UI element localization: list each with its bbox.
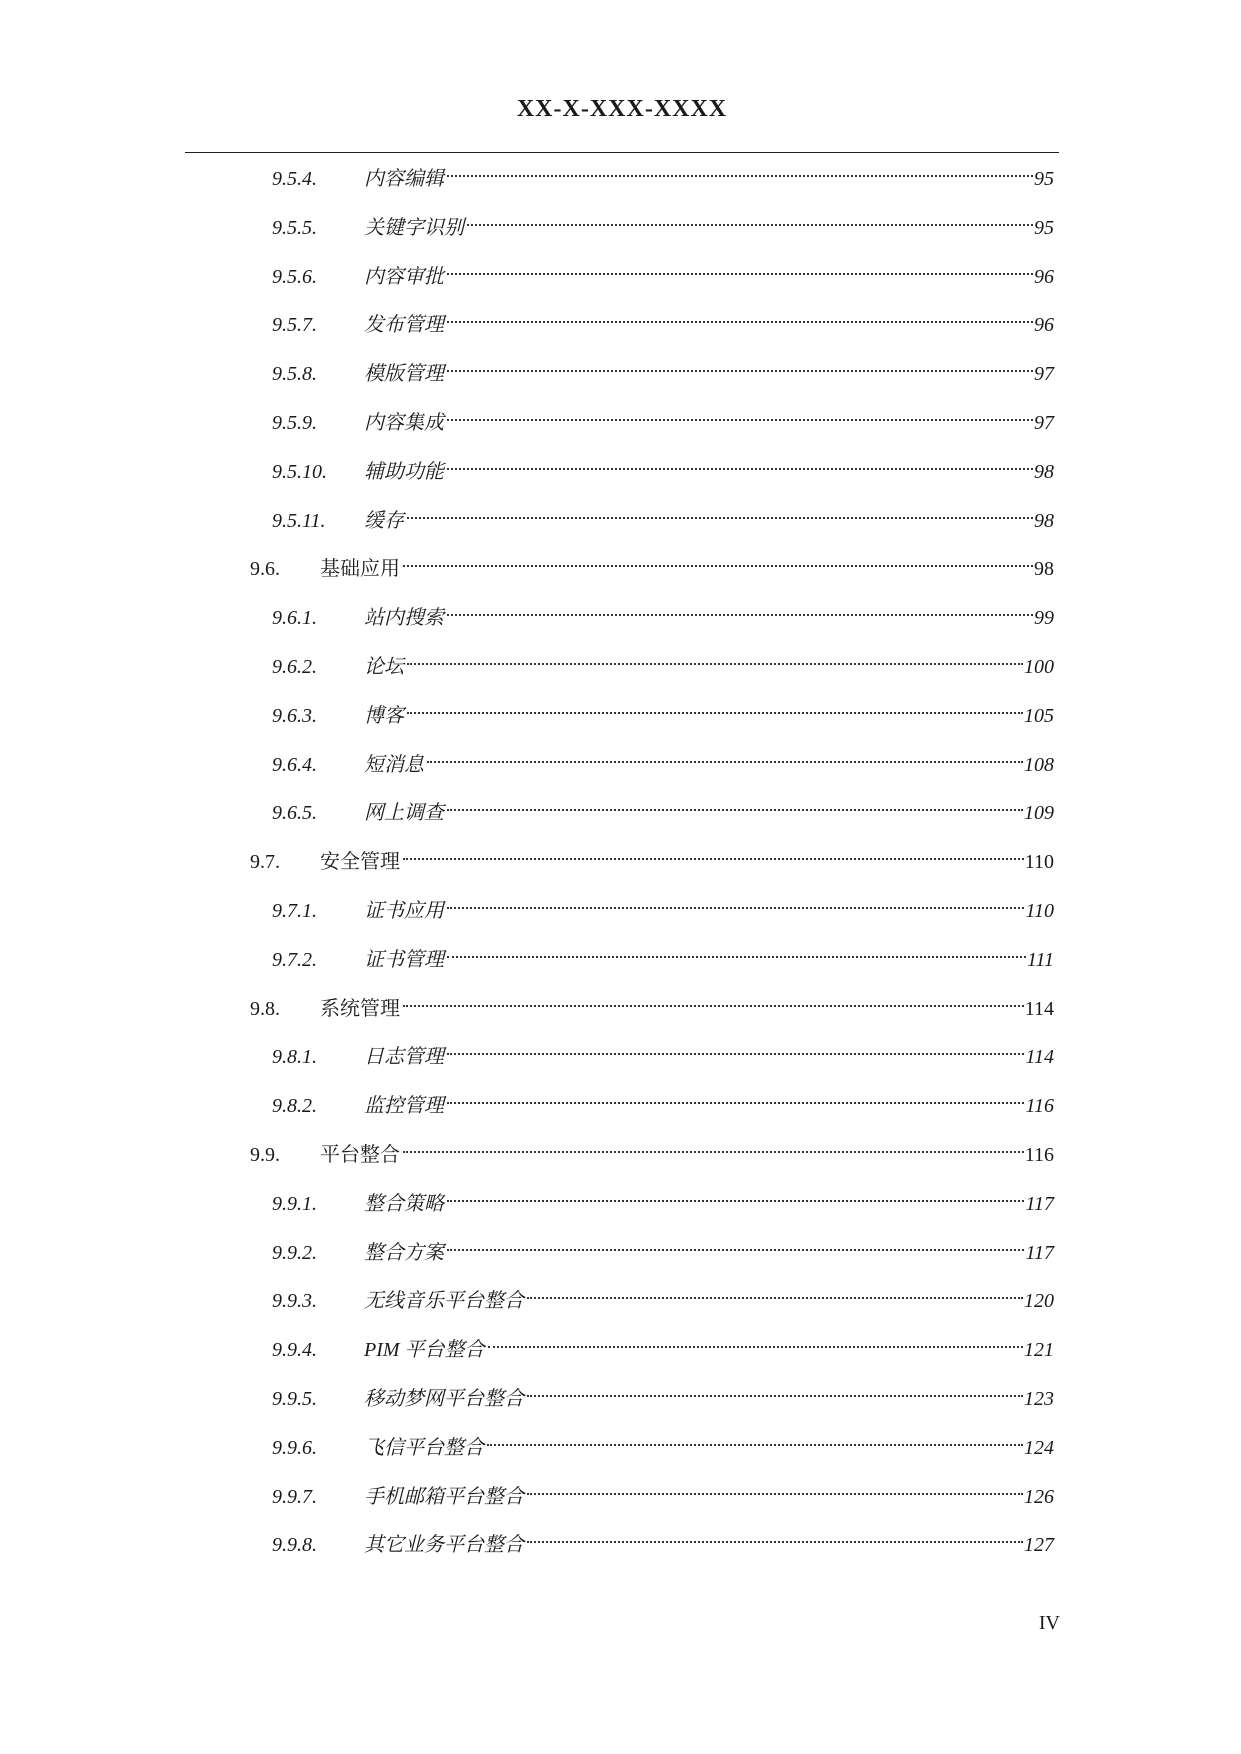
toc-entry[interactable]: [272, 1082, 1054, 1118]
toc-entry-title: 证书管理: [364, 948, 444, 971]
toc-entry-number: 9.5.7.: [272, 314, 317, 337]
toc-entry-page: 114: [1024, 997, 1054, 1020]
toc-entry-page: 95: [1034, 216, 1054, 239]
toc-dot-leader: [447, 887, 1024, 917]
toc-entry-page: 98: [1034, 460, 1054, 483]
toc-entry-page: 98: [1034, 509, 1054, 532]
toc-entry-title: 系统管理: [320, 997, 400, 1020]
toc-entry-page: 117: [1025, 1241, 1054, 1264]
toc-entry-title: PIM 平台整合: [364, 1339, 485, 1362]
toc-entry-page: 97: [1034, 363, 1054, 386]
toc-entry-page: 96: [1034, 314, 1054, 337]
toc-entry[interactable]: [250, 1131, 1054, 1166]
toc-entry[interactable]: [272, 155, 1054, 190]
toc-entry-title: 飞信平台整合: [364, 1436, 484, 1459]
toc-entry-title: 辅助功能: [364, 460, 444, 483]
toc-entry-page: 111: [1026, 948, 1054, 971]
toc-entry-title: 无线音乐平台整合: [364, 1290, 524, 1313]
toc-entry[interactable]: [272, 1424, 1054, 1459]
document-header-id: XX-X-XXX-XXXX: [516, 96, 728, 122]
toc-entry-title: 内容审批: [364, 265, 444, 288]
toc-entry[interactable]: [272, 887, 1054, 922]
toc-entry-title: 内容编辑: [364, 168, 444, 190]
toc-dot-leader: [403, 985, 1024, 1015]
toc-entry-page: 116: [1025, 1095, 1054, 1118]
toc-entry-number: 9.9.8.: [272, 1534, 317, 1557]
toc-entry[interactable]: [272, 643, 1054, 678]
toc-entry-number: 9.5.8.: [272, 363, 317, 386]
toc-entry-page: 117: [1025, 1192, 1054, 1215]
toc-entry[interactable]: [272, 350, 1054, 386]
toc-dot-leader: [527, 1473, 1023, 1503]
toc-dot-leader: [487, 1424, 1023, 1454]
toc-entry[interactable]: [272, 399, 1054, 434]
toc-entry-number: 9.6.1.: [272, 607, 317, 630]
toc-entry-title: 整合方案: [364, 1241, 444, 1264]
toc-entry-number: 9.6.5.: [272, 802, 317, 825]
toc-entry-page: 100: [1024, 656, 1054, 678]
toc-entry-page: 124: [1024, 1436, 1054, 1459]
toc-entry-number: 9.8.1.: [272, 1046, 317, 1069]
toc-entry-number: 9.7.2.: [272, 948, 317, 971]
toc-dot-leader: [527, 1277, 1023, 1307]
toc-dot-leader: [447, 1033, 1024, 1063]
toc-entry-title: 关键字识别: [364, 216, 464, 239]
toc-entry-page: 116: [1024, 1144, 1054, 1166]
toc-dot-leader: [447, 301, 1033, 331]
toc-entry[interactable]: [272, 789, 1054, 825]
toc-entry-number: 9.5.5.: [272, 216, 317, 239]
toc-entry-number: 9.9.3.: [272, 1290, 317, 1313]
toc-entry-title: 安全管理: [320, 851, 400, 874]
toc-dot-leader: [447, 936, 1026, 966]
toc-entry[interactable]: [272, 692, 1054, 727]
toc-dot-leader: [447, 1229, 1024, 1259]
toc-entry-page: 105: [1024, 704, 1054, 727]
toc-entry-title: 论坛: [364, 656, 404, 678]
toc-entry-page: 127: [1024, 1534, 1054, 1557]
toc-entry-number: 9.5.6.: [272, 265, 317, 288]
toc-dot-leader: [407, 497, 1033, 527]
toc-entry-number: 9.9.4.: [272, 1339, 317, 1362]
toc-entry-number: 9.6.3.: [272, 704, 317, 727]
toc-entry[interactable]: [272, 448, 1054, 483]
header-rule: [185, 152, 1059, 153]
toc-dot-leader: [488, 1326, 1023, 1356]
toc-entry-page: 110: [1024, 851, 1054, 874]
toc-entry-number: 9.9.7.: [272, 1485, 317, 1508]
toc-entry-title: 发布管理: [364, 314, 444, 337]
toc-dot-leader: [447, 399, 1033, 429]
toc-dot-leader: [407, 692, 1023, 722]
toc-entry[interactable]: [272, 1229, 1054, 1264]
toc-entry-number: 9.7.: [250, 851, 280, 874]
toc-dot-leader: [427, 741, 1023, 771]
toc-entry-number: 9.9.5.: [272, 1388, 317, 1410]
toc-entry-number: 9.5.11.: [272, 509, 326, 532]
toc-dot-leader: [467, 204, 1033, 234]
toc-dot-leader: [403, 838, 1024, 868]
toc-entry-number: 9.7.1.: [272, 900, 317, 922]
toc-entry-title: 移动梦网平台整合: [364, 1388, 524, 1410]
toc-dot-leader: [447, 448, 1033, 478]
toc-entry-page: 97: [1034, 412, 1054, 434]
toc-entry-number: 9.6.2.: [272, 656, 317, 678]
toc-entry-number: 9.6.: [250, 558, 280, 581]
toc-entry-page: 95: [1034, 168, 1054, 190]
toc-dot-leader: [403, 1131, 1024, 1161]
toc-entry-number: 9.8.: [250, 997, 280, 1020]
toc-entry-page: 120: [1024, 1290, 1054, 1313]
toc-entry-page: 121: [1024, 1339, 1054, 1362]
toc-entry-number: 9.9.1.: [272, 1192, 317, 1215]
toc-entry-title: 整合策略: [364, 1192, 444, 1215]
toc-entry-number: 9.6.4.: [272, 753, 317, 776]
toc-entry-title: 站内搜索: [364, 607, 444, 630]
toc-entry[interactable]: [272, 497, 1054, 532]
toc-entry-title: 短消息: [364, 753, 424, 776]
toc-entry-page: 114: [1025, 1046, 1054, 1069]
toc-entry-page: 98: [1034, 558, 1054, 581]
toc-entry-title: 网上调查: [364, 802, 444, 825]
toc-entry-title: 模版管理: [364, 363, 444, 386]
toc-entry[interactable]: [272, 936, 1054, 971]
toc-entry-number: 9.9.2.: [272, 1241, 317, 1264]
toc-entry[interactable]: [272, 594, 1054, 630]
toc-entry-number: 9.9.6.: [272, 1436, 317, 1459]
toc-entry-title: 平台整合: [320, 1144, 400, 1166]
page-number: IV: [1038, 1612, 1060, 1634]
toc-dot-leader: [527, 1375, 1023, 1405]
toc-entry-page: 109: [1024, 802, 1054, 825]
toc-entry[interactable]: [250, 985, 1054, 1020]
toc-dot-leader: [447, 1082, 1024, 1112]
toc-entry[interactable]: [272, 1375, 1054, 1410]
toc-entry-page: 99: [1034, 607, 1054, 630]
toc-entry[interactable]: [272, 1326, 1054, 1362]
toc-entry-title: 基础应用: [320, 558, 400, 581]
toc-dot-leader: [447, 594, 1033, 624]
toc-entry[interactable]: [272, 1180, 1054, 1215]
toc-entry-title: 其它业务平台整合: [364, 1534, 524, 1557]
toc-entry-title: 内容集成: [364, 412, 444, 434]
toc-entry[interactable]: [272, 1521, 1054, 1557]
toc-entry[interactable]: [272, 253, 1054, 288]
toc-entry[interactable]: [272, 1033, 1054, 1069]
toc-entry-page: 126: [1024, 1485, 1054, 1508]
toc-dot-leader: [447, 155, 1033, 185]
toc-entry-page: 96: [1034, 265, 1054, 288]
toc-entry-page: 123: [1024, 1388, 1054, 1410]
toc-dot-leader: [447, 253, 1033, 283]
toc-entry-page: 110: [1025, 900, 1054, 922]
toc-entry-title: 证书应用: [364, 900, 444, 922]
toc-dot-leader: [447, 350, 1033, 380]
toc-dot-leader: [447, 1180, 1024, 1210]
toc-entry[interactable]: [250, 545, 1054, 581]
toc-entry[interactable]: [272, 204, 1054, 239]
toc-dot-leader: [447, 789, 1023, 819]
toc-entry-page: 108: [1024, 753, 1054, 776]
toc-entry[interactable]: [250, 838, 1054, 874]
toc-entry-number: 9.5.4.: [272, 168, 317, 190]
toc-entry-number: 9.9.: [250, 1144, 280, 1166]
toc-entry-title: 缓存: [364, 509, 404, 532]
toc-entry-title: 监控管理: [364, 1095, 444, 1118]
toc-entry-title: 博客: [364, 704, 404, 727]
toc-entry[interactable]: [272, 1277, 1054, 1313]
toc-entry-number: 9.5.9.: [272, 412, 317, 434]
toc-entry[interactable]: [272, 1473, 1054, 1508]
toc-entry[interactable]: [272, 741, 1054, 776]
toc-dot-leader: [407, 643, 1023, 673]
toc-entry-number: 9.5.10.: [272, 460, 327, 483]
toc-dot-leader: [403, 545, 1033, 575]
toc-dot-leader: [527, 1521, 1023, 1551]
toc-entry-title: 日志管理: [364, 1046, 444, 1069]
toc-entry-number: 9.8.2.: [272, 1095, 317, 1118]
toc-entry-title: 手机邮箱平台整合: [364, 1485, 524, 1508]
toc-entry[interactable]: [272, 301, 1054, 337]
